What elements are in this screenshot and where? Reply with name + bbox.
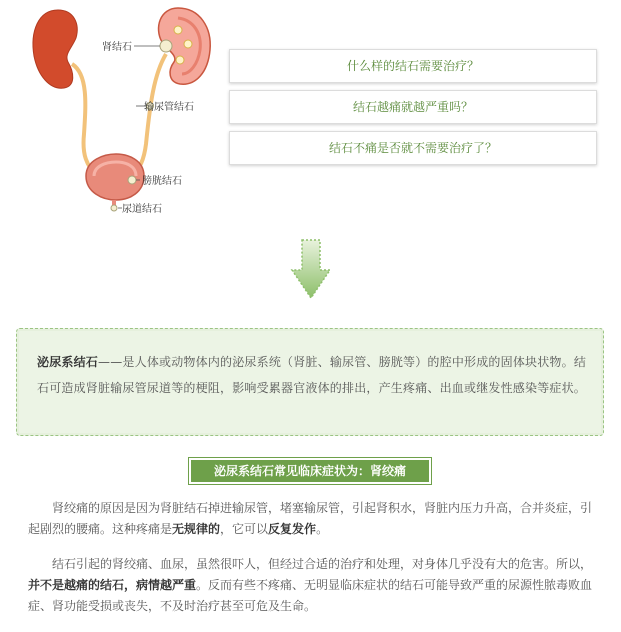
bladder-stone-label: 膀胱结石 — [142, 176, 182, 187]
paragraph-severity: 结石引起的肾绞痛、血尿，虽然很吓人，但经过合适的治疗和处理，对身体几乎没有大的危害。所以，并不是越痛的结石，病情越严重。反而有些不疼痛、无明显临床症状的结石可能导致严重的尿源性脓毒败血症、肾功能受损或丧失，不及时治疗甚至可危及生命。 — [28, 557, 593, 613]
kidney-stone-mark — [160, 40, 172, 52]
ureter-stone-label: 输尿管结石 — [144, 102, 194, 113]
definition-text: 泌尿系结石——是人体或动物体内的泌尿系统（肾脏、输尿管、膀胱等）的腔中形成的固体块状物。结石可造成肾脏输尿管尿道等的梗阻，影响受累器官液体的排出，产生疼痛、出血或继发性感染等症状。 — [37, 355, 587, 395]
urethra-stone-mark — [111, 205, 117, 211]
down-arrow-icon — [290, 238, 332, 300]
question-button-1[interactable]: 什么样的结石需要治疗？ — [229, 49, 597, 83]
paragraph-colic-cause: 肾绞痛的原因是因为肾脏结石掉进输尿管，堵塞输尿管，引起肾积水，肾脏内压力升高，合并炎症，引起剧烈的腰痛。这种疼痛是无规律的，它可以反复发作。 — [28, 501, 593, 536]
question-button-3[interactable]: 结石不痛是否就不需要治疗了？ — [229, 131, 597, 165]
section-title: 泌尿系结石常见临床症状为：肾绞痛 — [191, 460, 429, 482]
kidney-stone-label: 肾结石 — [102, 42, 132, 53]
right-ureter — [132, 54, 166, 176]
left-kidney — [33, 10, 77, 88]
bladder-stone-mark — [128, 176, 136, 184]
definition-box — [16, 328, 604, 436]
urethra-stone-label: 尿道结石 — [122, 204, 162, 215]
urinary-system-illustration — [28, 4, 218, 216]
left-ureter — [72, 64, 98, 176]
question-button-2[interactable]: 结石越痛就越严重吗？ — [229, 90, 597, 124]
definition-term: 泌尿系结石 — [37, 355, 99, 369]
